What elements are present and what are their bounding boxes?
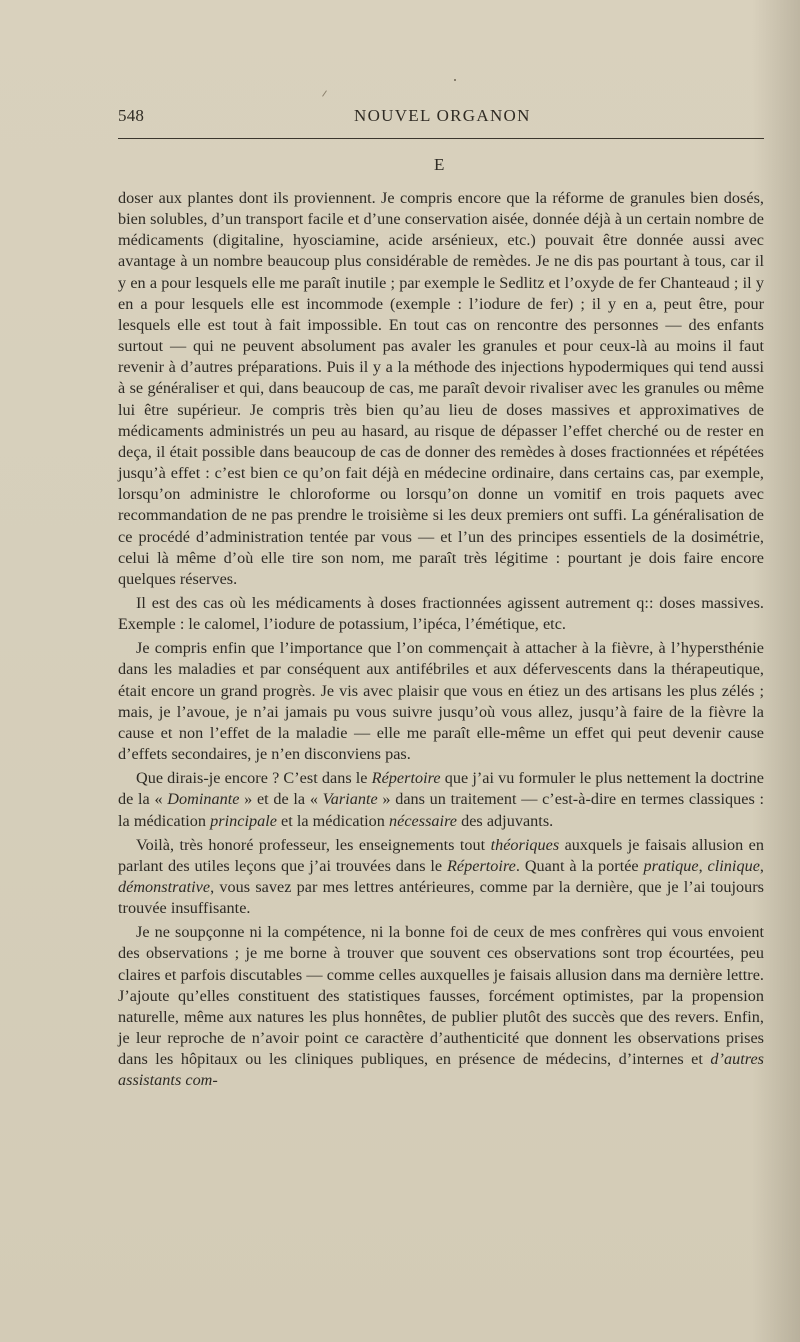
header-rule [118, 138, 764, 139]
running-head [118, 106, 766, 130]
paragraph-4-italic-variante: Variante [322, 790, 378, 809]
paragraph-6-italic-ending: d’autres assistants com- [118, 1050, 764, 1090]
paragraph-4-italic-dominante: Dominante [167, 790, 240, 809]
paragraph-2 [118, 593, 764, 635]
paragraph-5-italic-repertoire: Répertoire [446, 856, 516, 875]
paragraph-4 [118, 768, 764, 831]
paragraph-5-comma-2: , [759, 856, 764, 875]
paragraph-5 [118, 835, 764, 920]
paper-mark [322, 90, 327, 96]
paragraph-1 [118, 188, 764, 590]
paragraph-6 [118, 922, 764, 1091]
paragraph-4-text-5: et la médication [276, 811, 389, 830]
paragraph-5-text-2: auxquels je faisais allusion en parlant des utiles leçons que j’ai trouvées dans le [118, 835, 764, 875]
paragraph-4-italic-principale: principale [210, 811, 277, 830]
paper-speck [454, 79, 456, 81]
paragraph-4-text-2: que j’ai vu formuler le plus nettement la doctrine de la « [118, 769, 764, 809]
paragraph-4-italic-necessaire: nécessaire [388, 811, 458, 830]
signature-letter: E [434, 155, 445, 174]
paragraph-4-text-6: des adjuvants. [457, 811, 554, 830]
paragraph-3 [118, 638, 764, 765]
paragraph-5-italic-clinique: clinique [707, 856, 760, 875]
paragraph-5-text-3: . Quant à la portée [515, 856, 644, 875]
paragraph-5-italic-demonstrative: démonstrative [118, 878, 211, 896]
paragraph-4-text-4: » dans un traitement — c’est-à-dire en termes classiques : la médication [118, 790, 764, 830]
paragraph-5-text-1: Voilà, très honoré professeur, les enseignements tout [136, 835, 491, 854]
paragraph-5-italic-pratique: pratique [643, 856, 699, 875]
paragraph-3-text: Je compris enfin que l’importance que l’on commençait à attacher à la fièvre, à l’hypersthénie dans les maladies et par conséquent aux antifébriles et aux défervescents dans la thérapeutique, était encore un grand progrès. Je vis avec plaisir que vous en étiez un des artisans les plus zélés ; mais, je l’avoue, je n’ai jamais pu vous suivre jusqu’où vous allez, jusqu’à faire de la fièvre la cause et non l’effet de la maladie — elle me paraît elle-même un effet qui peut devenir cause d’effets secondaires, je n’en disconviens pas. [118, 639, 764, 764]
paragraph-6-text: Je ne soupçonne ni la compétence, ni la bonne foi de ceux de mes confrères qui vous envoient des observations ; je me borne à trouver que souvent ces observations sont trop écourtées, peu claires et parfois discutables — comme celles auxquelles je faisais allusion dans ma dernière lettre. J’ajoute qu’elles constituent des statistiques fausses, forcément optimistes, par la propension naturelle, même aux natures les plus honnêtes, de publier plutôt des succès que des revers. Enfin, je leur reproche de n’avoir point ce caractère d’authenticité que donnent les observations prises dans les hôpitaux ou les cliniques publiques, en présence de médecins, d’internes et [118, 923, 764, 1069]
paragraph-4-italic-repertoire: Répertoire [371, 769, 441, 788]
paragraph-4-text-3: » et de la « [239, 790, 323, 809]
paragraph-4-text-1: Que dirais-je encore ? C’est dans le [136, 769, 372, 788]
paragraph-1-text: doser aux plantes dont ils proviennent. Je compris encore que la réforme de granules bien dosés, bien solubles, d’un transport facile et d’une conservation aisée, donnée déjà à un certain nombre de médicaments (digitaline, hyosciamine, acide arsénieux, etc.) pouvait être donnée aussi avec avantage à un nombre beaucoup plus considérable de remèdes. Je ne dis pas pourtant à tous, car il y en a pour lesquels elle me paraît inutile ; par exemple le Sedlitz et l’oxyde de fer Chanteaud ; il y en a pour lesquels elle est incommode (exemple : l’iodure de fer) ; il y en a, peut être, pour lesquels elle est tout à fait impossible. En tout cas on rencontre des personnes — des enfants surtout — qui ne peuvent absolument pas avaler les granules et pour ceux-là au moins il faut revenir à d’autres préparations. Puis il y a la méthode des injections hypodermiques qui tend aussi à se généraliser et qui, dans beaucoup de cas, me paraît devoir rivaliser avec les granules ou même lui être supérieur. Je compris très bien qu’au lieu de doses massives et approximatives de médicaments administrés un peu au hasard, au risque de dépasser l’effet cherché ou de rester en deça, il était possible dans beaucoup de cas de donner des remèdes à doses fractionnées et répétées jusqu’à effet : c’est bien ce qu’on fait déjà en médecine ordinaire, dans certains cas, par exemple, lorsqu’on administre le chloroforme ou lorsqu’on donne un vomitif en trois paquets avec recommandation de ne pas prendre le troisième si les deux premiers ont suffi. La généralisation de ce procédé d’administration tentée par vous — et l’un des principes essentiels de la dosimétrie, celui là même d’où elle tire son nom, me paraît très légitime : pourtant je dois faire encore quelques réserves. [118, 189, 764, 588]
body-text [118, 188, 764, 1092]
paragraph-5-comma-1: , [698, 856, 708, 875]
paragraph-5-italic-theoriques: théoriques [490, 835, 560, 854]
paragraph-2-text: Il est des cas où les médicaments à doses fractionnées agissent autrement q:: doses massives. Exemple : le calomel, l’iodure de potassium, l’ipéca, l’émétique, etc. [118, 593, 764, 634]
page-number: 548 [118, 106, 145, 125]
running-title: NOUVEL ORGANON [354, 106, 531, 125]
paragraph-5-text-4: , vous savez par mes lettres antérieures, comme par la dernière, que je l’ai toujours trouvée insuffisante. [118, 878, 764, 918]
